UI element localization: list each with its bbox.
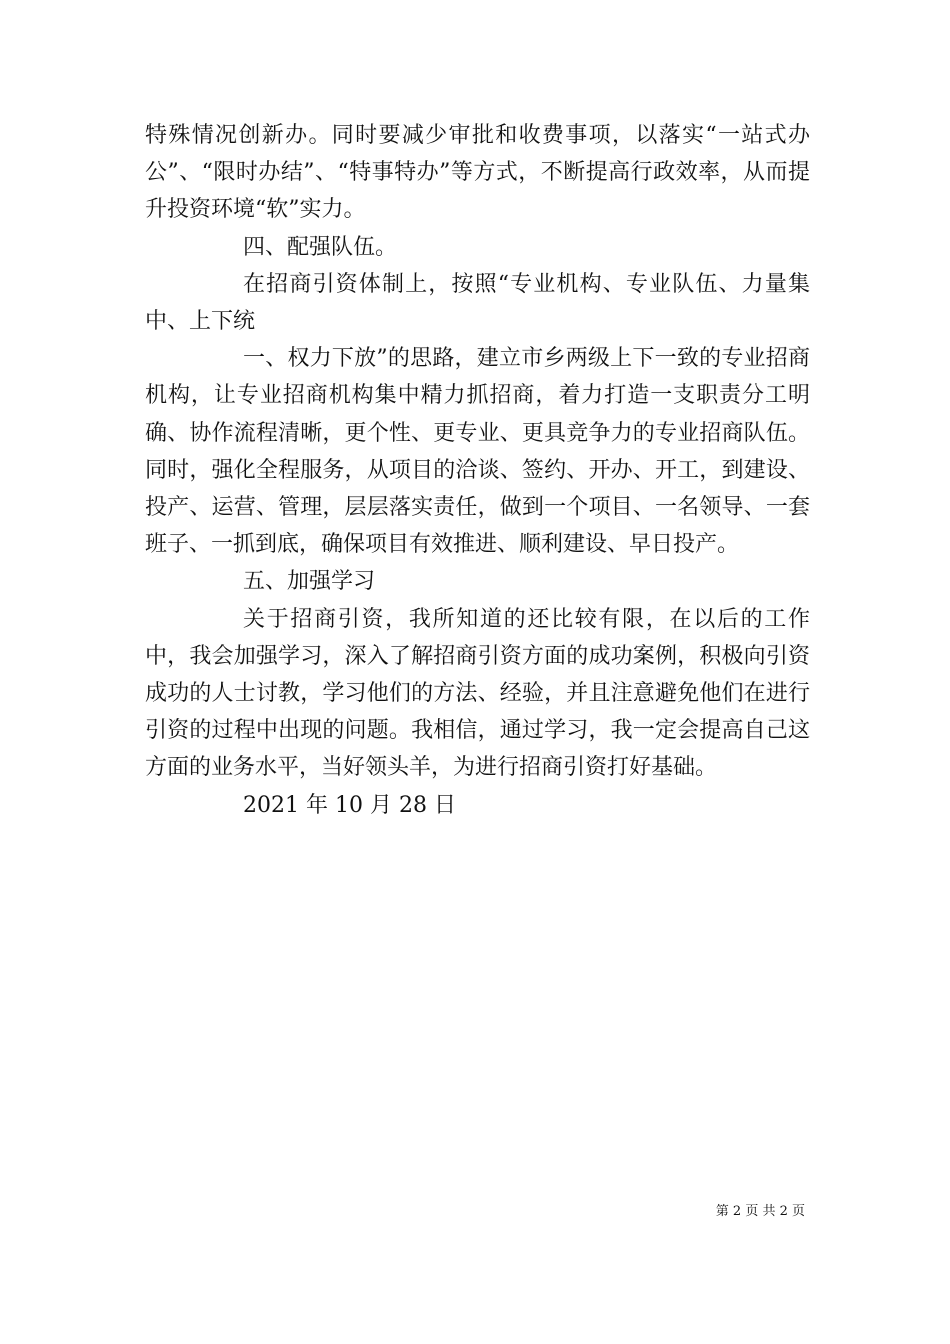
paragraph-team-building: 一、权力下放”的思路，建立市乡两级上下一致的专业招商机构，让专业招商机构集中精力抓招商，着力打造一支职责分工明确、协作流程清晰，更个性、更专业、更具竞争力的专业招商队伍。同时，强化全程服务，从项目的洽谈、签约、开办、开工，到建设、投产、运营、管理，层层落实责任，做到一个项目、一名领导、一套班子、一抓到底，确保项目有效推进、顺利建设、早日投产。 bbox=[145, 346, 810, 558]
document-body bbox=[145, 117, 810, 824]
section-heading-four: 四、配强队伍。 bbox=[243, 234, 398, 260]
page-number-footer: 第 2 页 共 2 页 bbox=[715, 1204, 805, 1219]
paragraph-recruitment-system: 在招商引资体制上，按照“专业机构、专业队伍、力量集中、上下统 bbox=[145, 271, 810, 335]
section-heading-five: 五、加强学习 bbox=[243, 569, 376, 595]
document-date: 2021 年 10 月 28 日 bbox=[243, 792, 456, 818]
paragraph-learning: 关于招商引资，我所知道的还比较有限，在以后的工作中，我会加强学习，深入了解招商引资方面的成功案例，积极向引资成功的人士讨教，学习他们的方法、经验，并且注意避免他们在进行引资的过程中出现的问题。我相信，通过学习，我一定会提高自己这方面的业务水平，当好领头羊，为进行招商引资打好基础。 bbox=[145, 606, 810, 781]
paragraph-continuation: 特殊情况创新办。同时要减少审批和收费事项，以落实“一站式办公”、“限时办结”、“特事特办”等方式，不断提高行政效率，从而提升投资环境“软”实力。 bbox=[145, 123, 810, 223]
